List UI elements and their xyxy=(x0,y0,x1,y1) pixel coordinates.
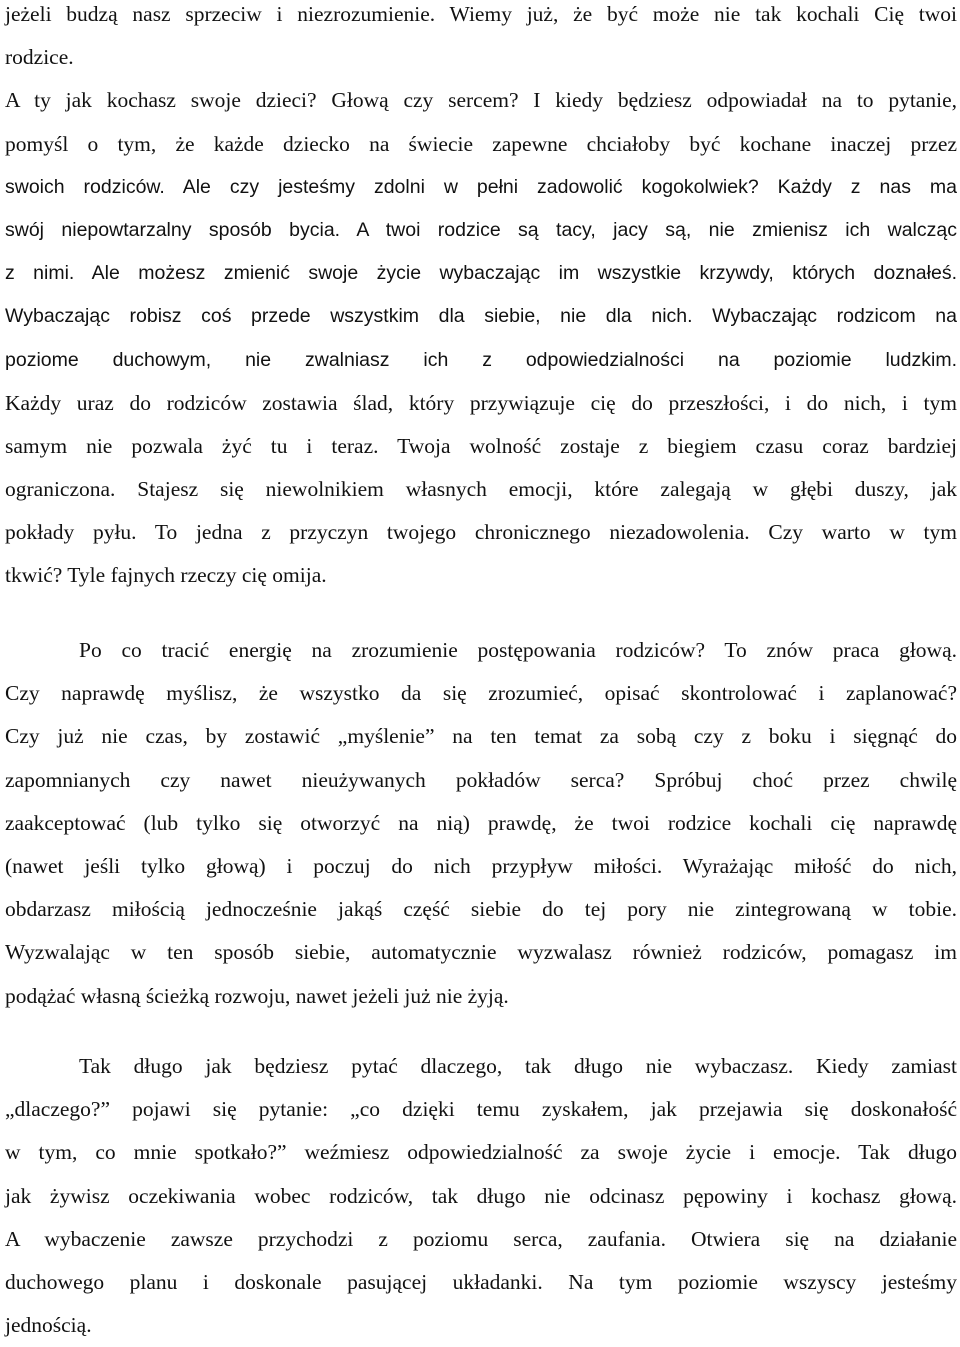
paragraph-3 xyxy=(5,1045,957,1347)
text-line: swoich rodziców. Ale czy jesteśmy zdolni w pełni zadowolić kogokolwiek? Każdy z nas ma xyxy=(5,175,957,198)
text-line: samym nie pozwala żyć tu i teraz. Twoja wolność zostaje z biegiem czasu coraz bardziej xyxy=(5,433,957,458)
text-line: pomyśl o tym, że każde dziecko na świecie zapewne chciałoby być kochane inaczej przez xyxy=(5,131,957,156)
text-line: zaakceptować (lub tylko się otworzyć na nią) prawdę, że twoi rodzice kochali cię naprawdę xyxy=(5,810,957,835)
text-line: A ty jak kochasz swoje dzieci? Głową czy sercem? I kiedy będziesz odpowiadał na to pytanie, xyxy=(5,88,957,113)
text-line: z nimi. Ale możesz zmienić swoje życie wybaczając im wszystkie krzywdy, których doznałeś. xyxy=(5,262,957,285)
paragraph-2 xyxy=(5,629,957,1018)
text-line: Każdy uraz do rodziców zostawia ślad, który przywiązuje cię do przeszłości, i do nich, i tym xyxy=(5,390,957,415)
text-line: Po co tracić energię na zrozumienie postępowania rodziców? To znów praca głową. xyxy=(79,638,957,662)
text-line: Wybaczając robisz coś przede wszystkim dla siebie, nie dla nich. Wybaczając rodzicom na xyxy=(5,305,957,328)
text-line: jednością. xyxy=(5,1313,92,1338)
text-line: jeżeli budzą nasz sprzeciw i niezrozumienie. Wiemy już, że być może nie tak kochali Cię twoi xyxy=(5,2,957,26)
text-line: podążać własną ścieżką rozwoju, nawet jeżeli już nie żyją. xyxy=(5,983,509,1008)
text-line: ograniczona. Stajesz się niewolnikiem własnych emocji, które zalegają w głębi duszy, jak xyxy=(5,477,957,502)
text-line: Czy już nie czas, by zostawić „myślenie” na ten temat za sobą czy z boku i sięgnąć do xyxy=(5,724,957,749)
text-line: swój niepowtarzalny sposób bycia. A twoi rodzice są tacy, jacy są, nie zmienisz ich walcząc xyxy=(5,218,957,241)
text-line: obdarzasz miłością jednocześnie jakąś część siebie do tej pory nie zintegrowaną w tobie. xyxy=(5,897,957,922)
paragraph-1 xyxy=(5,0,957,598)
text-line: Czy naprawdę myślisz, że wszystko da się zrozumieć, opisać skontrolować i zaplanować? xyxy=(5,681,957,706)
text-line: duchowego planu i doskonale pasującej układanki. Na tym poziomie wszyscy jesteśmy xyxy=(5,1269,957,1294)
text-line: jak żywisz oczekiwania wobec rodziców, tak długo nie odcinasz pępowiny i kochasz głową. xyxy=(5,1183,957,1208)
text-line: A wybaczenie zawsze przychodzi z poziomu serca, zaufania. Otwiera się na działanie xyxy=(5,1226,957,1251)
text-line: zapomnianych czy nawet nieużywanych pokładów serca? Spróbuj choć przez chwilę xyxy=(5,767,957,792)
text-line: „dlaczego?” pojawi się pytanie: „co dzięki temu zyskałem, jak przejawia się doskonałość xyxy=(5,1097,957,1122)
text-line: Tak długo jak będziesz pytać dlaczego, tak długo nie wybaczasz. Kiedy zamiast xyxy=(79,1054,957,1078)
text-line: rodzice. xyxy=(5,45,74,70)
text-line: pokłady pyłu. To jedna z przyczyn twojego chronicznego niezadowolenia. Czy warto w tym xyxy=(5,520,957,545)
text-line: Wyzwalając w ten sposób siebie, automatycznie wyzwalasz również rodziców, pomagasz im xyxy=(5,940,957,965)
text-line: poziome duchowym, nie zwalniasz ich z odpowiedzialności na poziomie ludzkim. xyxy=(5,348,957,371)
text-line: w tym, co mnie spotkało?” weźmiesz odpowiedzialność za swoje życie i emocje. Tak długo xyxy=(5,1140,957,1165)
text-line: (nawet jeśli tylko głową) i poczuj do nich przypływ miłości. Wyrażając miłość do nich, xyxy=(5,853,957,878)
text-line: tkwić? Tyle fajnych rzeczy cię omija. xyxy=(5,563,327,588)
